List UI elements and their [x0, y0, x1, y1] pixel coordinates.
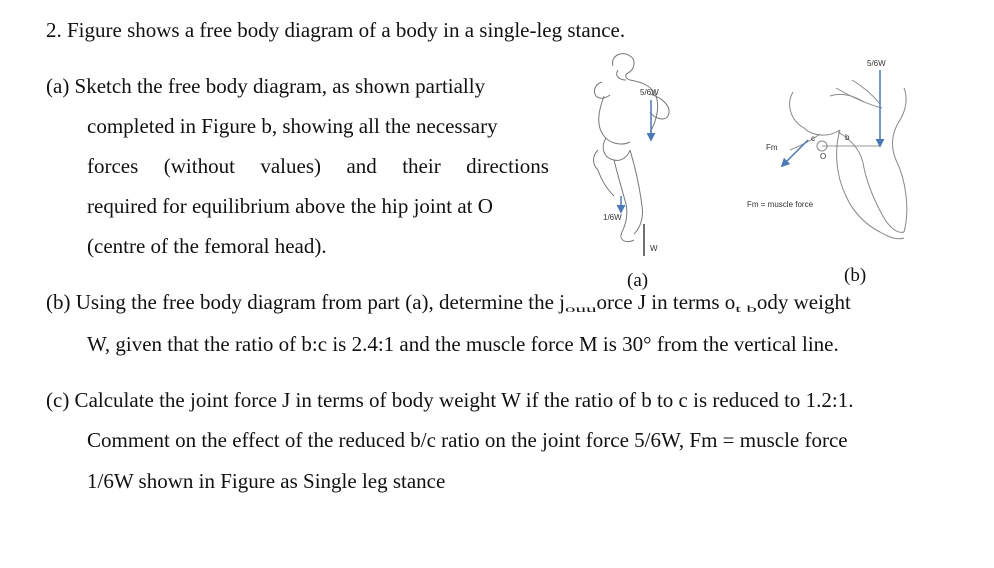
part-b-line-1 — [46, 290, 851, 314]
word: values) — [260, 154, 322, 178]
part-c-line-1: (c) Calculate the joint force J in terms of body weight W if the ratio of b to c is reduced to 1.2:1. — [46, 388, 854, 412]
part-a-line-2: completed in Figure b, showing all the necessary — [87, 114, 498, 138]
figure-b-label-c: c — [811, 134, 815, 143]
figure-b-label-top: 5/6W — [867, 59, 886, 68]
figure-b-label-fm: Fm — [766, 143, 778, 152]
figure-b-legend — [747, 200, 813, 209]
part-b-line-1-end: ody weight — [756, 290, 851, 314]
legend-symbol: Fm — [747, 200, 759, 209]
figure-b-label-o: O — [820, 152, 827, 161]
figure-a-caption: (a) — [627, 270, 649, 291]
figure-b-muscle-force-arrow — [782, 140, 808, 166]
word: their — [402, 154, 441, 178]
figure-b-pelvis-sketch — [790, 80, 907, 239]
part-c-line-3: 1/6W shown in Figure as Single leg stance — [87, 469, 446, 493]
figure-a-label-upper: 5/6W — [640, 88, 659, 97]
figure-a-label-lower: 1/6W — [603, 213, 622, 222]
part-b-obscured-text: ouu — [564, 303, 597, 314]
figure-b-caption: (b) — [844, 265, 867, 286]
legend-text: = muscle force — [758, 200, 814, 209]
part-b-line-1-start: (b) Using the free body diagram from part (a), determine the j — [46, 290, 565, 314]
part-c-line-2: Comment on the effect of the reduced b/c ratio on the joint force 5/6W, Fm = muscle force — [87, 428, 848, 452]
part-b-line-1-mid: orce J in terms o — [596, 290, 736, 314]
figure-a-label-w: W — [650, 244, 658, 253]
figure-b-label-b: b — [845, 133, 850, 142]
part-a-line-4: required for equilibrium above the hip joint at O — [87, 194, 493, 218]
word: and — [346, 154, 377, 178]
part-a-line-5: (centre of the femoral head). — [87, 234, 327, 258]
word: (without — [163, 154, 235, 178]
femoral-head — [817, 141, 827, 151]
part-a-line-3 — [87, 154, 549, 178]
part-b-line-2: W, given that the ratio of b:c is 2.4:1 and the muscle force M is 30° from the vertical line. — [87, 332, 839, 356]
word: forces — [87, 154, 139, 178]
question-intro: 2. Figure shows a free body diagram of a body in a single-leg stance. — [46, 18, 626, 42]
part-a-line-1: (a) Sketch the free body diagram, as shown partially — [46, 74, 486, 98]
part-b-obscured-text: t b — [735, 303, 757, 314]
word: directions — [466, 154, 549, 178]
